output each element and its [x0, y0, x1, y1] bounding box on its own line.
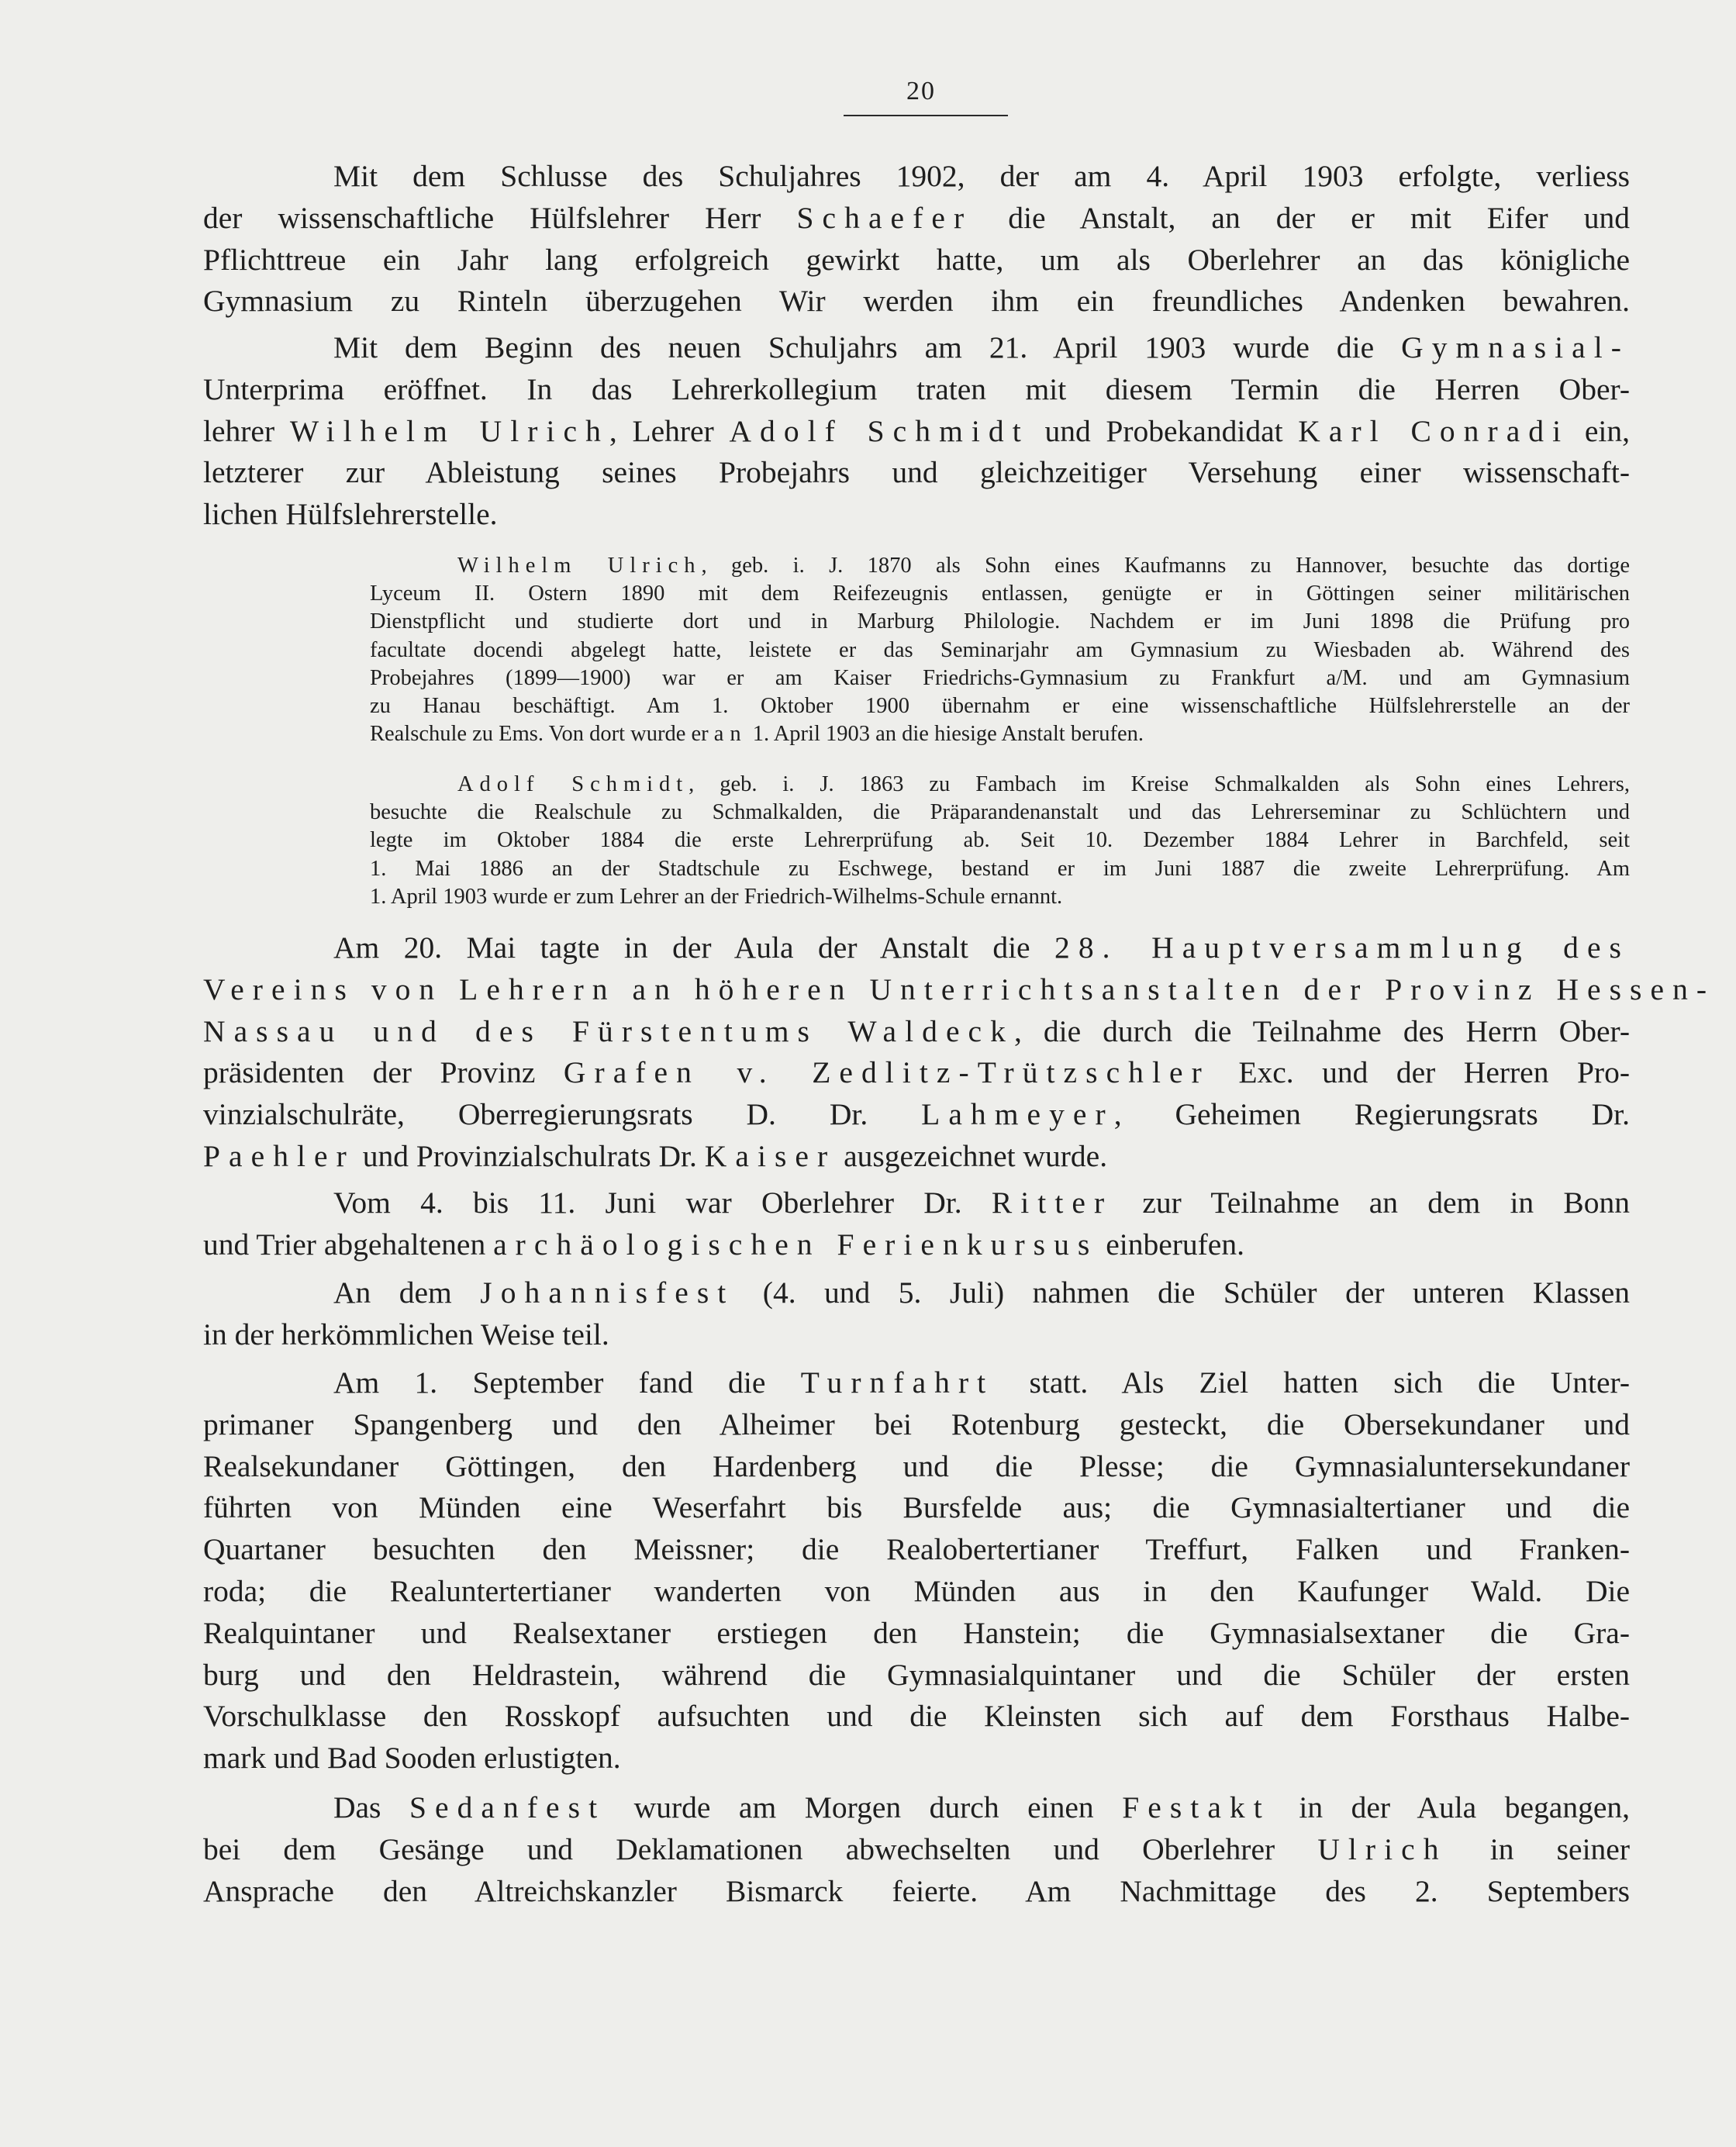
text-line: in der herkömmlichen Weise teil.: [203, 1317, 609, 1351]
text-line: mark und Bad Sooden erlustigten.: [203, 1741, 621, 1776]
spaced-name: Kaiser: [704, 1138, 837, 1173]
spaced-term: Festakt: [1122, 1790, 1271, 1824]
text-line: Adolf Schmidt, geb. i. J. 1863 zu Fambach im Kreise Schmalkalden als Sohn eines Lehrers,: [457, 772, 1630, 796]
text-line: Das Sedanfest wurde am Morgen durch einen Festakt in der Aula begangen,: [333, 1790, 1630, 1824]
paragraph-johannisfest: [203, 1272, 1630, 1356]
text-line: Vorschulklasse den Rosskopf aufsuchten und die Kleinsten sich auf dem Forsthaus Halbe-: [203, 1699, 1630, 1734]
text-line: besuchte die Realschule zu Schmalkalden, die Präparandenanstalt und das Lehrerseminar zu Schlüchtern und: [370, 800, 1630, 825]
spaced-term: 28. Hauptversammlung des: [1054, 930, 1630, 965]
text-line: 1. Mai 1886 an der Stadtschule zu Eschwege, bestand er im Juni 1887 die zweite Lehrerprüfung. Am: [370, 856, 1630, 881]
text-line: burg und den Heldrastein, während die Gymnasialquintaner und die Schüler der ersten: [203, 1657, 1630, 1692]
text-line: Gymnasium zu Rinteln überzugehen Wir werden ihm ein freundliches Andenken bewahren.: [203, 284, 1630, 319]
text-line: letzterer zur Ableistung seines Probejahrs und gleichzeitiger Versehung einer wissenschaft-: [203, 455, 1630, 490]
paragraph-hauptversammlung: [203, 927, 1716, 1178]
spaced-name: Schaefer: [796, 200, 973, 235]
text-line: Quartaner besuchten den Meissner; die Realobertertianer Treffurt, Falken und Franken-: [203, 1532, 1630, 1567]
spaced-term: Sedanfest: [409, 1790, 606, 1824]
spaced-name: Adolf Schmidt: [729, 413, 1030, 448]
text-line: lehrer Wilhelm Ulrich, Lehrer Adolf Schmidt und Probekandidat Karl Conradi ein,: [203, 413, 1630, 448]
text-line: Realsekundaner Göttingen, den Hardenberg und die Plesse; die Gymnasialuntersekundaner: [203, 1448, 1630, 1483]
spaced-name: Ritter: [991, 1186, 1113, 1220]
spaced-name: Paehler: [203, 1138, 355, 1173]
spaced-term: Gymnasial-: [1401, 330, 1630, 364]
text-line: 1. April 1903 wurde er zum Lehrer an der Friedrich-Wilhelms-Schule ernannt.: [370, 884, 1063, 909]
text-line: der wissenschaftliche Hülfslehrer Herr Schaefer die Anstalt, an der er mit Eifer und: [203, 200, 1630, 235]
text-line: vinzialschulräte, Oberregierungsrats D. Dr. Lahmeyer, Geheimen Regierungsrats Dr.: [203, 1097, 1631, 1132]
spaced-term: archäologischen Ferienkursus: [493, 1227, 1099, 1262]
page-number-rule: [844, 115, 1008, 116]
text-line: Dienstpflicht und studierte dort und in Marburg Philologie. Nachdem er im Juni 1898 die Prüfung pro: [370, 609, 1630, 634]
page-number: 20: [906, 77, 936, 105]
paragraph-new-schoolyear: [203, 327, 1630, 536]
text-line: Wilhelm Ulrich, geb. i. J. 1870 als Sohn eines Kaufmanns zu Hannover, besuchte das dortige: [457, 554, 1630, 578]
text-line: An dem Johannisfest (4. und 5. Juli) nahmen die Schüler der unteren Klassen: [333, 1275, 1630, 1310]
spaced-name: Ulrich: [1317, 1831, 1448, 1866]
text-line: und Trier abgehaltenen archäologischen Ferienkursus einberufen.: [203, 1227, 1244, 1262]
text-line: Am 20. Mai tagte in der Aula der Anstalt die 28. Hauptversammlung des: [333, 930, 1630, 965]
biography-schmidt: [370, 771, 1630, 911]
text-line: Mit dem Schlusse des Schuljahres 1902, der am 4. April 1903 erfolgte, verliess: [333, 159, 1630, 193]
text-line: Unterprima eröffnet. In das Lehrerkollegium traten mit diesem Termin die Herren Ober-: [203, 371, 1630, 406]
text-line: Nassau und des Fürstentums Waldeck, die durch die Teilnahme des Herrn Ober-: [203, 1013, 1631, 1048]
text-line: führten von Münden eine Weserfahrt bis Bursfelde aus; die Gymnasialtertianer und die: [203, 1490, 1630, 1525]
text-line: roda; die Realuntertertianer wanderten von Münden aus in den Kaufunger Wald. Die: [203, 1573, 1630, 1608]
text-line: Paehler und Provinzialschulrats Dr. Kaiser ausgezeichnet wurde.: [203, 1138, 1108, 1173]
spaced-term: Turnfahrt: [800, 1365, 995, 1400]
text-line: Realquintaner und Realsextaner erstiegen den Hanstein; die Gymnasialsextaner die Gra-: [203, 1615, 1630, 1650]
paragraph-ferienkursus: [203, 1182, 1630, 1266]
paragraph-sedanfest: [203, 1787, 1630, 1912]
spaced-name: Grafen v. Zedlitz-Trützschler: [563, 1055, 1210, 1090]
text-line: zu Hanau beschäftigt. Am 1. Oktober 1900 übernahm er eine wissenschaftliche Hülfslehrerstelle an der: [370, 694, 1630, 719]
spaced-term: Nassau und des Fürstentums Waldeck: [203, 1013, 1014, 1048]
text-line: lichen Hülfslehrerstelle.: [203, 497, 498, 532]
text-line: Ansprache den Altreichskanzler Bismarck feierte. Am Nachmittage des 2. Septembers: [203, 1873, 1630, 1908]
text-line: Am 1. September fand die Turnfahrt statt. Als Ziel hatten sich die Unter-: [333, 1365, 1630, 1400]
text-line: Mit dem Beginn des neuen Schuljahrs am 21. April 1903 wurde die Gymnasial-: [333, 330, 1630, 364]
spaced-name: Lahmeyer: [921, 1097, 1114, 1132]
spaced-name: Wilhelm Ulrich: [457, 554, 702, 578]
text-line: Lyceum II. Ostern 1890 mit dem Reifezeugnis entlassen, genügte er in Göttingen seiner militärischen: [370, 582, 1630, 606]
spaced-name: Wilhelm Ulrich: [289, 413, 609, 448]
text-line: Vom 4. bis 11. Juni war Oberlehrer Dr. Ritter zur Teilnahme an dem in Bonn: [333, 1186, 1630, 1220]
biography-ulrich: [370, 552, 1630, 748]
text-line: Vereins von Lehrern an höheren Unterrichtsanstalten der Provinz Hessen-: [203, 972, 1716, 1006]
text-line: primaner Spangenberg und den Alheimer bei Rotenburg gesteckt, die Obersekundaner und: [203, 1407, 1630, 1441]
text-line: legte im Oktober 1884 die erste Lehrerprüfung ab. Seit 10. Dezember 1884 Lehrer in Barchfeld, seit: [370, 828, 1630, 853]
text-line: Realschule zu Ems. Von dort wurde er an 1. April 1903 an die hiesige Anstalt berufen.: [370, 722, 1144, 747]
text-line: präsidenten der Provinz Grafen v. Zedlitz-Trützschler Exc. und der Herren Pro-: [203, 1055, 1630, 1090]
spaced-name: Karl Conradi: [1298, 413, 1570, 448]
spaced-word: an: [713, 722, 747, 747]
text-line: facultate docendi abgelegt hatte, leistete er das Seminarjahr am Gymnasium zu Wiesbaden ab. Während des: [370, 637, 1630, 662]
spaced-term: Johannisfest: [480, 1275, 735, 1310]
text-line: Pflichttreue ein Jahr lang erfolgreich gewirkt hatte, um als Oberlehrer an das königliche: [203, 242, 1630, 277]
text-line: bei dem Gesänge und Deklamationen abwechselten und Oberlehrer Ulrich in seiner: [203, 1831, 1630, 1866]
text-line: Probejahres (1899—1900) war er am Kaiser Friedrichs-Gymnasium zu Frankfurt a/M. und am Gymnasium: [370, 665, 1630, 690]
paragraph-turnfahrt: [203, 1362, 1630, 1779]
paragraph-departure-schaefer: [203, 156, 1630, 323]
spaced-name: Adolf Schmidt: [457, 772, 689, 796]
